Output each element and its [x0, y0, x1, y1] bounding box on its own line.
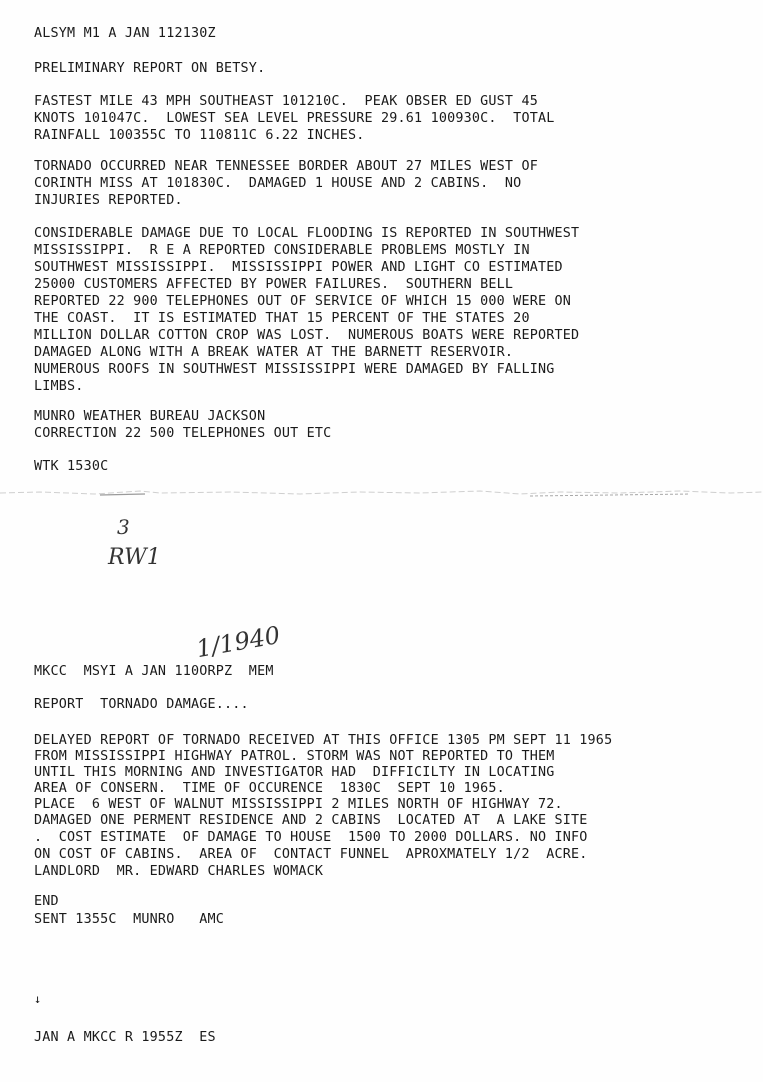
para3-line: REPORTED 22 900 TELEPHONES OUT OF SERVICE OF WHICH 15 000 WERE ON — [34, 294, 572, 309]
para3-line: CONSIDERABLE DAMAGE DUE TO LOCAL FLOODING IS REPORTED IN SOUTHWEST — [34, 226, 580, 241]
para2-line: TORNADO OCCURRED NEAR TENNESSEE BORDER ABOUT 27 MILES WEST OF — [34, 159, 538, 174]
message2-header: MKCC MSYI A JAN 110ORPZ MEM — [34, 664, 274, 679]
para4-line: FROM MISSISSIPPI HIGHWAY PATROL. STORM WAS NOT REPORTED TO THEM — [34, 749, 555, 764]
para3-line: DAMAGED ALONG WITH A BREAK WATER AT THE BARNETT RESERVOIR. — [34, 345, 514, 360]
wtk-line: WTK 1530C — [34, 459, 109, 474]
para4-line: PLACE 6 WEST OF WALNUT MISSISSIPPI 2 MILES NORTH OF HIGHWAY 72. — [34, 797, 563, 812]
end-line: END — [34, 894, 59, 909]
para4-line: DELAYED REPORT OF TORNADO RECEIVED AT THIS OFFICE 1305 PM SEPT 11 1965 — [34, 733, 613, 748]
down-arrow-icon: ↓ — [34, 992, 42, 1006]
para3-line: NUMEROUS ROOFS IN SOUTHWEST MISSISSIPPI WERE DAMAGED BY FALLING — [34, 362, 555, 377]
message-header: ALSYM M1 A JAN 112130Z — [34, 26, 216, 41]
para3-line: 25000 CUSTOMERS AFFECTED BY POWER FAILURES. SOUTHERN BELL — [34, 277, 514, 292]
para4-line: UNTIL THIS MORNING AND INVESTIGATOR HAD DIFFICILTY IN LOCATING — [34, 765, 555, 780]
para2-line: CORINTH MISS AT 101830C. DAMAGED 1 HOUSE AND 2 CABINS. NO — [34, 176, 522, 191]
handwritten-number: 3 — [117, 515, 130, 539]
footer-line: JAN A MKCC R 1955Z ES — [34, 1030, 216, 1045]
para3-line: MILLION DOLLAR COTTON CROP WAS LOST. NUMEROUS BOATS WERE REPORTED — [34, 328, 580, 343]
paper-tear-edge — [0, 487, 763, 501]
para4-line: . COST ESTIMATE OF DAMAGE TO HOUSE 1500 TO 2000 DOLLARS. NO INFO — [34, 830, 588, 845]
para3-line: LIMBS. — [34, 379, 84, 394]
para4-line: DAMAGED ONE PERMENT RESIDENCE AND 2 CABINS LOCATED AT A LAKE SITE — [34, 813, 588, 828]
handwritten-initials: RW1 — [108, 545, 161, 570]
sent-line: SENT 1355C MUNRO AMC — [34, 912, 225, 927]
para3-line: SOUTHWEST MISSISSIPPI. MISSISSIPPI POWER AND LIGHT CO ESTIMATED — [34, 260, 563, 275]
para1-line: FASTEST MILE 43 MPH SOUTHEAST 101210C. PEAK OBSER ED GUST 45 — [34, 94, 538, 109]
para1-line: RAINFALL 100355C TO 110811C 6.22 INCHES. — [34, 128, 365, 143]
signoff-line: CORRECTION 22 500 TELEPHONES OUT ETC — [34, 426, 332, 441]
para1-line: KNOTS 101047C. LOWEST SEA LEVEL PRESSURE 29.61 100930C. TOTAL — [34, 111, 555, 126]
para4-line: ON COST OF CABINS. AREA OF CONTACT FUNNEL APROXMATELY 1/2 ACRE. — [34, 847, 588, 862]
para4-line: LANDLORD MR. EDWARD CHARLES WOMACK — [34, 864, 324, 879]
para3-line: THE COAST. IT IS ESTIMATED THAT 15 PERCENT OF THE STATES 20 — [34, 311, 530, 326]
report-title: PRELIMINARY REPORT ON BETSY. — [34, 61, 266, 76]
handwritten-time: 1/1940 — [194, 620, 283, 664]
para4-line: AREA OF CONSERN. TIME OF OCCURENCE 1830C SEPT 10 1965. — [34, 781, 505, 796]
para3-line: MISSISSIPPI. R E A REPORTED CONSIDERABLE PROBLEMS MOSTLY IN — [34, 243, 530, 258]
signoff-line: MUNRO WEATHER BUREAU JACKSON — [34, 409, 266, 424]
message2-subject: REPORT TORNADO DAMAGE.... — [34, 697, 249, 712]
para2-line: INJURIES REPORTED. — [34, 193, 183, 208]
